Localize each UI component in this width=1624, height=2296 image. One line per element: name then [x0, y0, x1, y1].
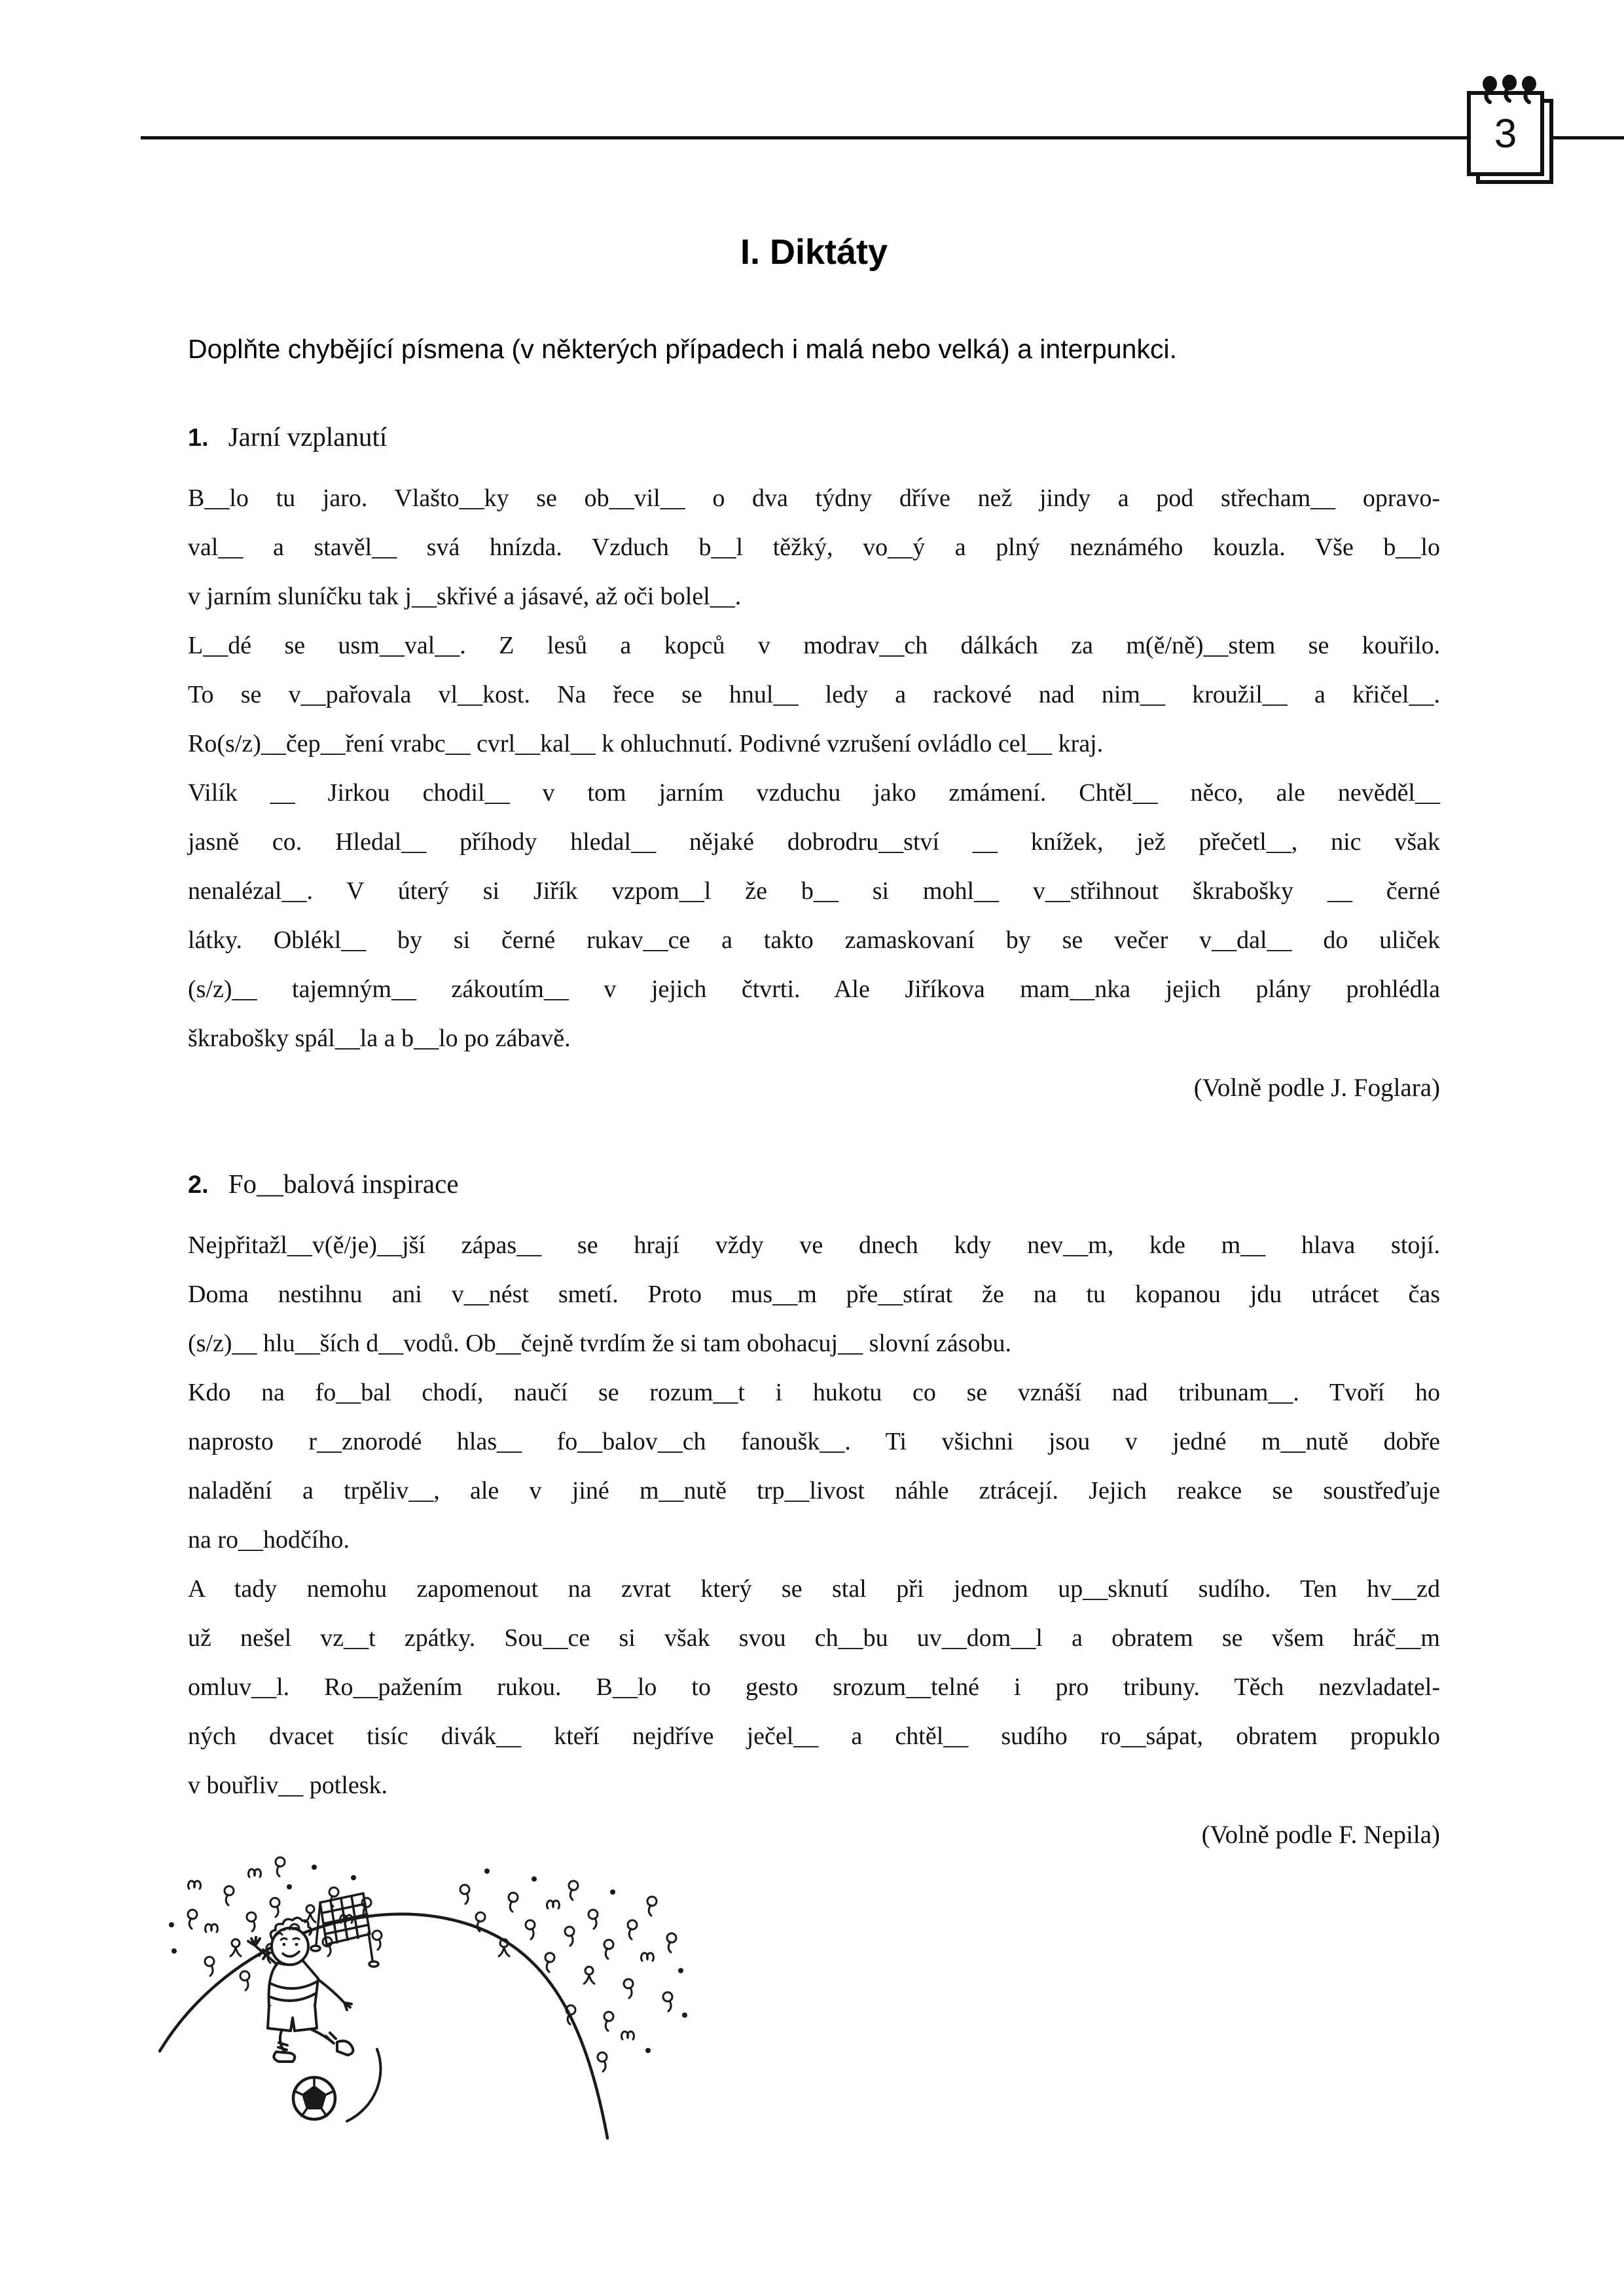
- text-line: (s/z)__ hlu__ších d__vodů. Ob__čejně tvrdím že si tam obohacuj__ slovní zásobu.: [188, 1330, 1011, 1357]
- text-line: (s/z)__ tajemným__ zákoutím__ v jejich čtvrti. Ale Jiříkova mam__nka jejich plány prohlédla: [188, 975, 1440, 1003]
- text-line: škrabošky spál__la a b__lo po zábavě.: [188, 1025, 571, 1052]
- text-line: v bouřliv__ potlesk.: [188, 1772, 388, 1799]
- text-line: naprosto r__znorodé hlas__ fo__balov__ch fanoušk__. Ti všichni jsou v jedné m__nutě dobře: [188, 1428, 1440, 1455]
- text-line: už nešel vz__t zpátky. Sou__ce si však svou ch__bu uv__dom__l a obratem se všem hráč__m: [188, 1624, 1440, 1652]
- text-line: na ro__hodčího.: [188, 1526, 350, 1554]
- exercise-title: Jarní vzplanutí: [228, 422, 388, 452]
- text-line: Kdo na fo__bal chodí, naučí se rozum__t i hukotu co se vznáší nad tribunam__. Tvoří ho: [188, 1379, 1440, 1406]
- soccer-ball: [293, 2077, 335, 2119]
- attribution: (Volně podle J. Foglara): [1193, 1074, 1440, 1102]
- exercise-header: [188, 420, 1440, 454]
- exercise: [188, 420, 1440, 1112]
- exercise: [188, 1167, 1440, 1859]
- text-line: naladění a trpěliv__, ale v jiné m__nutě trp__livost náhle ztrácejí. Jejich reakce se soustřeďuje: [188, 1477, 1440, 1504]
- text-line: Nejpřitažl__v(ě/je)__jší zápas__ se hrají vždy ve dnech kdy nev__m, kde m__ hlava stojí.: [188, 1231, 1440, 1259]
- exercise-body: [188, 474, 1440, 1063]
- text-line: látky. Oblékl__ by si černé rukav__ce a takto zamaskovaní by se večer v__dal__ do uliček: [188, 926, 1440, 954]
- exercise-list: [188, 420, 1440, 1859]
- text-line: To se v__pařovala vl__kost. Na řece se hnul__ ledy a rackové nad nim__ kroužil__ a křičel__.: [188, 681, 1440, 708]
- attribution: (Volně podle F. Nepila): [1201, 1821, 1440, 1849]
- exercise-number: 1.: [188, 424, 209, 452]
- crowd-right: [460, 1868, 687, 2071]
- soccer-player-illustration: [149, 1851, 693, 2270]
- text-line: B__lo tu jaro. Vlašto__ky se ob__vil__ o dva týdny dříve než jindy a pod střecham__ opravo-: [188, 484, 1440, 512]
- exercise-body: [188, 1221, 1440, 1810]
- text-line: A tady nemohu zapomenout na zvrat který se stal při jednom up__sknutí sudího. Ten hv__zd: [188, 1575, 1440, 1603]
- text-line: Doma nestihnu ani v__nést smetí. Proto mus__m pře__stírat že na tu kopanou jdu utrácet čas: [188, 1281, 1440, 1308]
- exercise-header: [188, 1167, 1440, 1201]
- text-line: Vilík __ Jirkou chodil__ v tom jarním vzduchu jako zmámení. Chtěl__ něco, ale nevěděl__: [188, 779, 1440, 807]
- text-line: omluv__l. Ro__pažením rukou. B__lo to gesto srozum__telné i pro tribuny. Těch nezvladatel-: [188, 1673, 1440, 1701]
- text-line: L__dé se usm__val__. Z lesů a kopců v modrav__ch dálkách za m(ě/ně)__stem se kouřilo.: [188, 632, 1440, 659]
- text-line: ných dvacet tisíc divák__ kteří nejdříve ječel__ a chtěl__ sudího ro__sápat, obratem propuklo: [188, 1722, 1440, 1750]
- page-number: 3: [1494, 111, 1517, 156]
- content-column: [188, 0, 1440, 1859]
- exercise-title: Fo__balová inspirace: [228, 1169, 459, 1199]
- page-title: I. Diktáty: [740, 232, 888, 272]
- text-line: jasně co. Hledal__ příhody hledal__ nějaké dobrodru__ství __ knížek, jež přečetl__, nic však: [188, 828, 1440, 856]
- page-number-badge: [1458, 73, 1563, 198]
- text-line: val__ a stavěl__ svá hnízda. Vzduch b__l těžký, vo__ý a plný neznámého kouzla. Vše b__lo: [188, 534, 1440, 561]
- text-line: v jarním sluníčku tak j__skřivé a jásavé, až oči bolel__.: [188, 583, 742, 610]
- text-line: nenalézal__. V úterý si Jiřík vzpom__l že b__ si mohl__ v__střihnout škrabošky __ černé: [188, 877, 1440, 905]
- text-line: Ro(s/z)__čep__ření vrabc__ cvrl__kal__ k ohluchnutí. Podivné vzrušení ovládlo cel__ kraj.: [188, 730, 1104, 757]
- instruction-text: Doplňte chybějící písmena (v některých případech i malá nebo velká) a interpunkci.: [188, 334, 1177, 364]
- exercise-number: 2.: [188, 1171, 209, 1199]
